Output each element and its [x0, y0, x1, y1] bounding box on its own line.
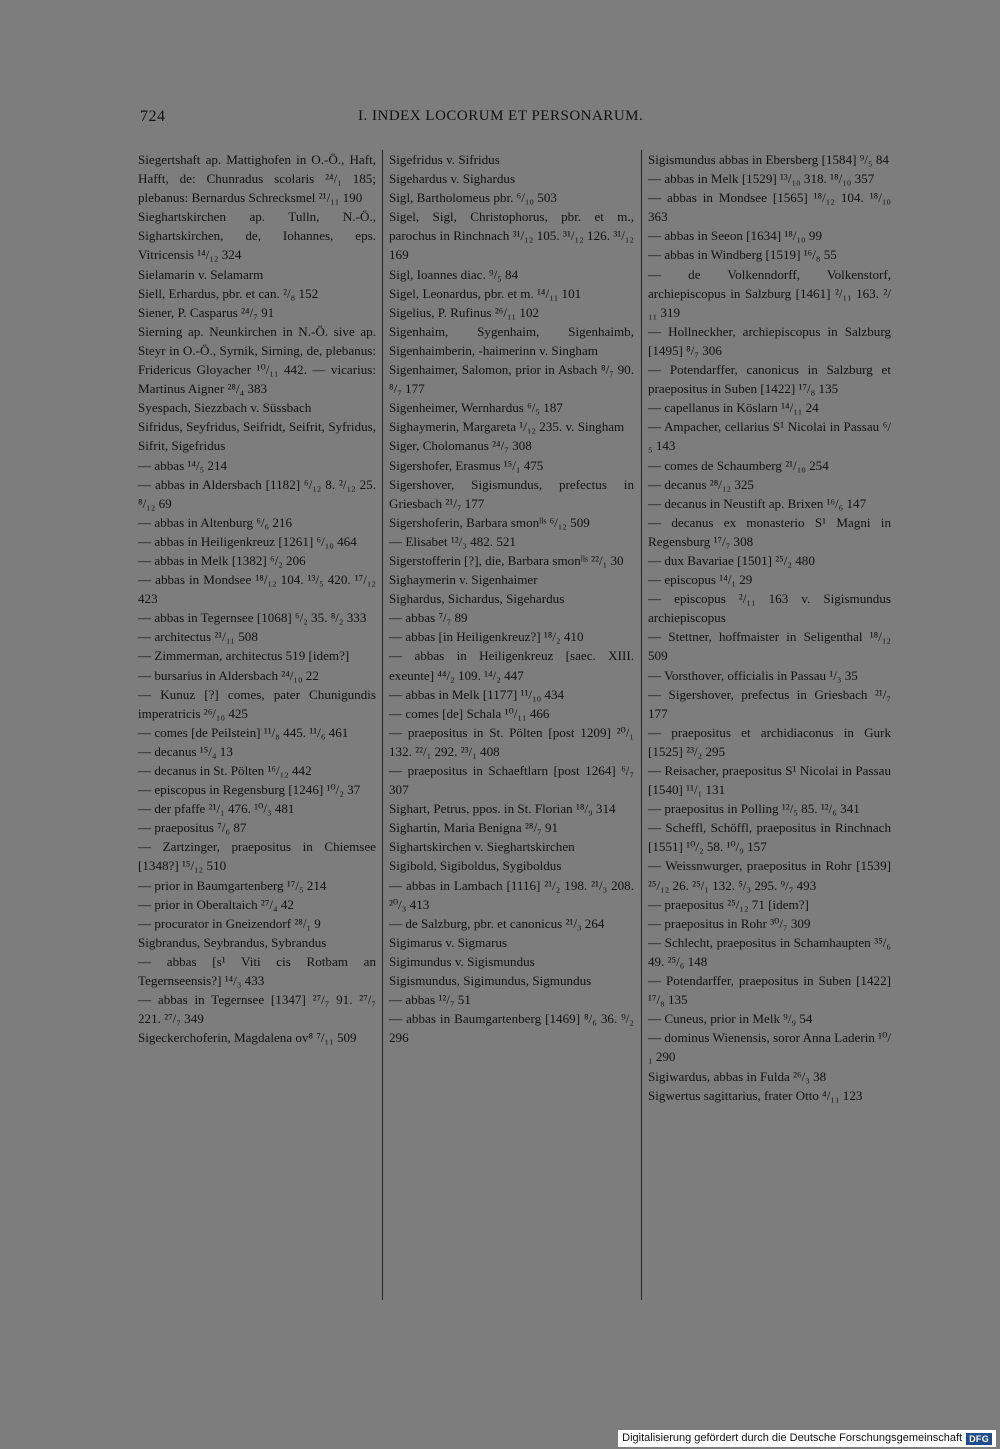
index-entry: Sigibold, Sigiboldus, Sygiboldus	[389, 858, 562, 874]
index-entry: Sielamarin v. Selamarm	[138, 266, 264, 282]
index-entry: Sigwertus sagittarius, frater Otto ⁴/₁₁ 123	[648, 1087, 863, 1103]
index-entry: Sigershoferin, Barbara smonˡˡˢ ⁶/₁₂ 509	[389, 514, 590, 530]
index-entry: — abbas in Melk [1382] ⁶/₂ 206	[138, 552, 306, 568]
index-entry: Sighart, Petrus, ppos. in St. Florian ¹⁸/₉ 314	[389, 801, 616, 817]
index-entry: — episcopus ²/₁₁ 163 v. Sigismundus archiepiscopus	[648, 591, 891, 626]
index-entry: — architectus ²¹/₁₁ 508	[138, 629, 258, 645]
index-entry: Sigenheimer, Wernhardus ⁶/₅ 187	[389, 400, 563, 416]
index-entry: — Elisabet ¹²/₃ 482. 521	[389, 533, 516, 549]
index-entry: Sigl, Ioannes diac. ⁹/₅ 84	[389, 266, 519, 282]
index-entry: — abbas in Baumgartenberg [1469] ⁸/₆ 36. ⁹/₂ 296	[389, 1011, 634, 1046]
index-entry: — praepositus ⁷/₆ 87	[138, 820, 247, 836]
index-entry: — Ampacher, cellarius S¹ Nicolai in Passau ⁶/₅ 143	[648, 419, 891, 454]
page-number: 724	[140, 108, 166, 125]
index-entry: — de Volkenndorff, Volkenstorf, archiepiscopus in Salzburg [1461] ²/₁₁ 163. ²/₁₁ 319	[648, 266, 891, 320]
index-entry: Sierning ap. Neunkirchen in N.-Ö. sive ap. Steyr in O.-Ö., Syrnik, Sirning, de, plebanus: Fridericus Gloyacher ¹⁰/₁₁ 442. — vicarius: Martinus Aigner ²⁸/₄ 383	[138, 323, 376, 397]
index-entry: Siger, Cholomanus ²⁴/₇ 308	[389, 438, 532, 454]
index-entry: — Reisacher, praepositus S¹ Nicolai in Passau [1540] ¹¹/₁ 131	[648, 763, 891, 798]
index-entry: — praepositus ²⁵/₁₂ 71 [idem?]	[648, 896, 809, 912]
index-entry: Sigismundus abbas in Ebersberg [1584] ⁹/₅ 84	[648, 152, 889, 167]
index-entry: — decanus ex monasterio S¹ Magni in Regensburg ¹⁷/₇ 308	[648, 514, 891, 549]
index-entry: — abbas in Melk [1177] ¹¹/₁₀ 434	[389, 686, 565, 702]
index-entry: — capellanus in Köslarn ¹⁴/₁₁ 24	[648, 400, 819, 416]
index-entry: Sigbrandus, Seybrandus, Sybrandus	[138, 934, 327, 950]
index-entry: — decanus ¹⁵/₄ 13	[138, 743, 233, 759]
index-entry: — prior in Oberaltaich ²⁷/₄ 42	[138, 896, 294, 912]
index-entry: — Weissnwurger, praepositus in Rohr [1539] ²⁵/₁₂ 26. ²⁵/₁ 132. ⁵/₃ 295. ⁹/₇ 493	[648, 858, 891, 893]
index-entry: — episcopus ¹⁴/₁ 29	[648, 572, 753, 588]
index-entry: — abbas ⁷/₇ 89	[389, 610, 468, 626]
index-entry: — Vorsthover, officialis in Passau ¹/₃ 35	[648, 667, 858, 683]
index-entry: — de Salzburg, pbr. et canonicus ²¹/₃ 264	[389, 915, 605, 931]
column-divider-2	[641, 150, 642, 1300]
index-entry: — Potendarffer, praepositus in Suben [1422] ¹⁷/₈ 135	[648, 973, 891, 1008]
index-entry: Sighartin, Maria Benigna ²⁸/₇ 91	[389, 820, 559, 836]
index-entry: Sigershover, Sigismundus, prefectus in Griesbach ²¹/₇ 177	[389, 476, 634, 511]
index-entry: — Kunuz [?] comes, pater Chunigundis imperatricis ²⁶/₁₀ 425	[138, 686, 376, 721]
index-column-3	[648, 150, 891, 1105]
index-entry: — Zartzinger, praepositus in Chiemsee [1348?] ¹⁵/₁₂ 510	[138, 839, 376, 874]
index-entry: Siener, P. Casparus ²⁴/₇ 91	[138, 304, 275, 320]
index-entry: — praepositus in Rohr ³⁰/₇ 309	[648, 915, 811, 931]
index-entry: Siegertshaft ap. Mattighofen in O.-Ö., Haft, Hafft, de: Chunradus scolaris ²⁴/₁ 185; plebanus: Bernardus Schrecksmel ²¹/₁₁ 190	[138, 152, 376, 206]
index-entry: Sigefridus v. Sifridus	[389, 152, 500, 167]
index-entry: — abbas in Lambach [1116] ²¹/₂ 198. ²¹/₃ 208. ²⁰/₃ 413	[389, 877, 634, 912]
index-entry: — abbas ¹²/₇ 51	[389, 992, 471, 1008]
index-entry: — praepositus in Schaeftlarn [post 1264] ⁶/₇ 307	[389, 763, 634, 798]
index-entry: Sigismundus, Sigimundus, Sigmundus	[389, 973, 592, 989]
index-entry: — praepositus et archidiaconus in Gurk [1525] ²³/₂ 295	[648, 724, 891, 759]
index-entry: Sigelius, P. Rufinus ²⁶/₁₁ 102	[389, 304, 540, 320]
index-entry: Siell, Erhardus, pbr. et can. ²/₈ 152	[138, 285, 319, 301]
dfg-logo: DFG	[966, 1433, 992, 1445]
index-entry: — Schlecht, praepositus in Schamhaupten ³⁵/₆ 49. ²⁵/₆ 148	[648, 934, 891, 969]
index-entry: — abbas in Windberg [1519] ¹⁶/₈ 55	[648, 247, 837, 263]
column-divider-1	[382, 150, 383, 1300]
index-entry: Sigenhaimer, Salomon, prior in Asbach ⁸/₇ 90. ⁸/₇ 177	[389, 362, 634, 397]
index-entry: Sigeckerchoferin, Magdalena ov⁸ ⁷/₁₁ 509	[138, 1030, 357, 1046]
index-entry: — episcopus in Regensburg [1246] ¹⁰/₂ 37	[138, 782, 361, 798]
index-entry: — dominus Wienensis, soror Anna Laderin ¹⁰/₁ 290	[648, 1030, 891, 1065]
index-entry: — abbas [in Heiligenkreuz?] ¹⁸/₂ 410	[389, 629, 584, 645]
index-entry: Sigiwardus, abbas in Fulda ²⁶/₃ 38	[648, 1068, 827, 1084]
index-entry: — abbas in Mondsee [1565] ¹⁸/₁₂ 104. ¹⁸/₁₀ 363	[648, 190, 891, 225]
index-entry: — Hollneckher, archiepiscopus in Salzburg [1495] ⁸/₇ 306	[648, 323, 891, 358]
index-entry: Sighaymerin v. Sigenhaimer	[389, 572, 538, 588]
page-header	[140, 108, 890, 130]
index-entry: — abbas in Heiligenkreuz [saec. XIII. exeunte] ⁴⁴/₂ 109. ¹⁴/₂ 447	[389, 648, 634, 683]
index-entry: — praepositus in St. Pölten [post 1209] ²⁰/₁ 132. ²²/₁ 292. ²³/₁ 408	[389, 724, 634, 759]
index-entry: — comes [de Peilstein] ¹¹/₈ 445. ¹¹/₆ 461	[138, 724, 349, 740]
index-entry: Sigershofer, Erasmus ¹⁵/₁ 475	[389, 457, 544, 473]
index-entry: — Cuneus, prior in Melk ⁹/₉ 54	[648, 1011, 813, 1027]
index-entry: — decanus in St. Pölten ¹⁶/₁₂ 442	[138, 763, 312, 778]
index-entry: — der pfaffe ²¹/₁ 476. ¹⁰/₃ 481	[138, 801, 295, 817]
index-entry: Sigl, Bartholomeus pbr. ⁶/₁₀ 503	[389, 190, 557, 206]
index-entry: — Stettner, hoffmaister in Seligenthal ¹⁸/₁₂ 509	[648, 629, 891, 664]
index-entry: — procurator in Gneizendorf ²⁸/₁ 9	[138, 915, 321, 931]
credit-text: Digitalisierung gefördert durch die Deutsche Forschungsgemeinschaft	[622, 1432, 963, 1444]
index-column-1	[138, 150, 376, 1047]
running-title: I. INDEX LOCORUM ET PERSONARUM.	[358, 108, 644, 124]
index-entry: — abbas in Aldersbach [1182] ⁶/₁₂ 8. ²/₁₂ 25. ⁸/₁₂ 69	[138, 476, 376, 511]
index-entry: Syespach, Siezzbach v. Süssbach	[138, 400, 312, 416]
index-entry: Sigenhaim, Sygenhaim, Sigenhaimb, Sigenhaimberin, -haimerinn v. Singham	[389, 323, 634, 358]
index-entry: — Scheffl, Schöffl, praepositus in Rinchnach [1551] ¹⁰/₂ 58. ¹⁰/₉ 157	[648, 820, 891, 855]
index-entry: — abbas in Seeon [1634] ¹⁸/₁₀ 99	[648, 228, 822, 244]
index-entry: Sigimundus v. Sigismundus	[389, 953, 535, 969]
index-entry: — abbas in Tegernsee [1068] ⁶/₂ 35. ⁸/₂ 333	[138, 610, 367, 626]
index-column-2	[389, 150, 634, 1047]
index-entry: — abbas in Heiligenkreuz [1261] ⁶/₁₀ 464	[138, 533, 357, 549]
index-entry: Sighardus, Sichardus, Sigehardus	[389, 591, 565, 607]
index-entry: Sigimarus v. Sigmarus	[389, 934, 508, 950]
index-entry: Sigel, Sigl, Christophorus, pbr. et m., parochus in Rinchnach ³¹/₁₂ 105. ³¹/₁₂ 126. ³¹/₁₂ 169	[389, 209, 634, 263]
index-entry: — abbas in Mondsee ¹⁸/₁₂ 104. ¹³/₅ 420. ¹⁷/₁₂ 423	[138, 572, 376, 607]
index-entry: — abbas in Tegernsee [1347] ²⁷/₇ 91. ²⁷/₇ 221. ²⁷/₇ 349	[138, 992, 376, 1027]
index-entry: — comes [de] Schala ¹⁰/₁₁ 466	[389, 705, 550, 721]
index-entry: — Zimmerman, architectus 519 [idem?]	[138, 648, 350, 664]
index-entry: — dux Bavariae [1501] ²⁵/₂ 480	[648, 552, 815, 568]
index-entry: — praepositus in Polling ¹²/₅ 85. ¹²/₆ 341	[648, 801, 860, 817]
index-entry: Sigerstofferin [?], die, Barbara smonˡˡˢ ²²/₁ 30	[389, 552, 624, 568]
index-entry: Sigehardus v. Sighardus	[389, 171, 516, 187]
index-entry: Sieghartskirchen ap. Tulln, N.-Ö., Sighartskirchen, de, Iohannes, eps. Vitricensis ¹⁴/₁₂ 324	[138, 209, 376, 263]
index-entry: Sighaymerin, Margareta ¹/₁₂ 235. v. Singham	[389, 419, 625, 435]
index-entry: — comes de Schaumberg ²¹/₁₀ 254	[648, 457, 829, 473]
index-entry: — decanus in Neustift ap. Brixen ¹⁶/₆ 147	[648, 495, 867, 511]
index-entry: — abbas in Melk [1529] ¹³/₁₀ 318. ¹⁸/₁₀ 357	[648, 171, 875, 187]
index-entry: — prior in Baumgartenberg ¹⁷/₅ 214	[138, 877, 327, 893]
index-entry: — bursarius in Aldersbach ²⁴/₁₀ 22	[138, 667, 319, 683]
digitization-credit	[618, 1430, 996, 1447]
index-entry: — decanus ²⁸/₁₂ 325	[648, 476, 754, 492]
index-entry: — Sigershover, prefectus in Griesbach ²¹/₇ 177	[648, 686, 891, 721]
index-entry: Sigel, Leonardus, pbr. et m. ¹⁴/₁₁ 101	[389, 285, 582, 301]
index-entry: Sighartskirchen v. Sieghartskirchen	[389, 839, 575, 855]
index-entry: — abbas in Altenburg ⁶/₆ 216	[138, 514, 292, 530]
index-entry: — Potendarffer, canonicus in Salzburg et praepositus in Suben [1422] ¹⁷/₈ 135	[648, 362, 891, 397]
index-entry: — abbas [s¹ Viti cis Rotbam an Tegernseensis?] ¹⁴/₃ 433	[138, 953, 376, 989]
index-entry: Sifridus, Seyfridus, Seifridt, Seifrit, Syfridus, Sifrit, Sigefridus	[138, 419, 376, 454]
index-entry: — abbas ¹⁴/₅ 214	[138, 457, 228, 473]
